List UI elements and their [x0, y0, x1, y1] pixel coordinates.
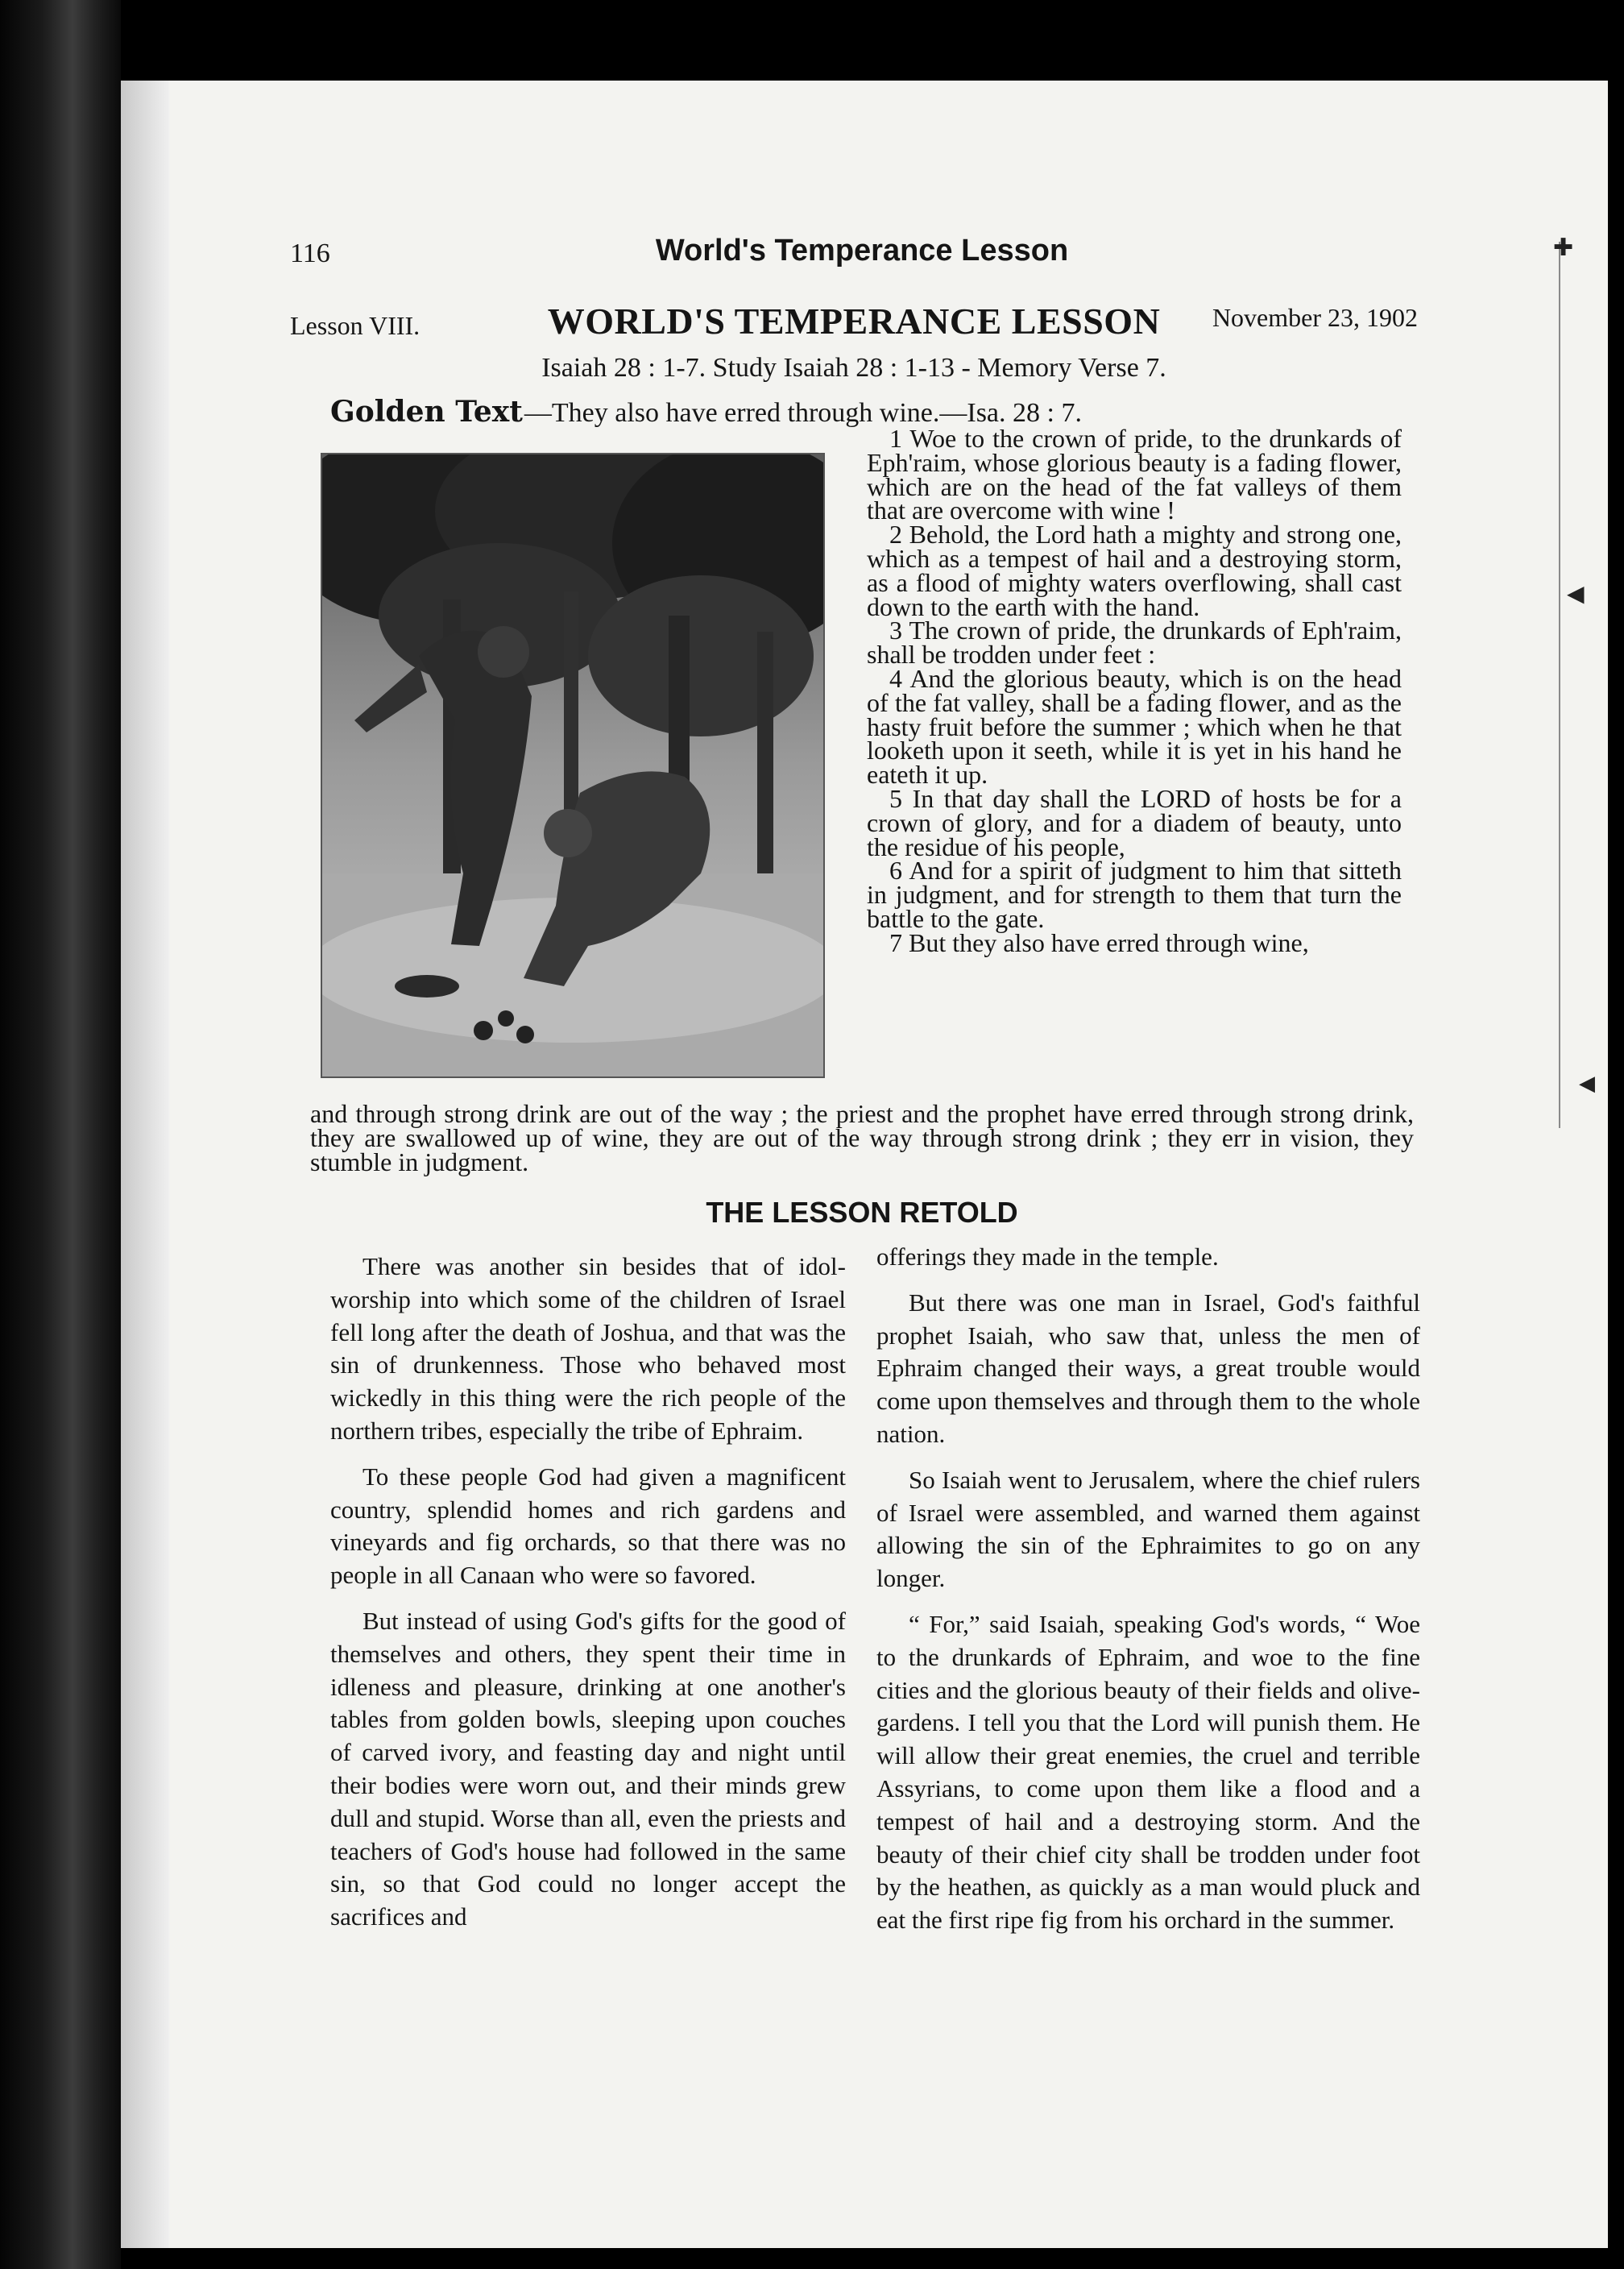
- lesson-date: November 23, 1902: [1212, 303, 1418, 332]
- lesson-illustration: [321, 453, 825, 1078]
- lesson-header: [290, 300, 1418, 348]
- retold-paragraph: But instead of using God's gifts for the good of themselves and others, they spent their time in idleness and pleasure, drinking at one another's tables from golden bowls, sleeping upon couches of carved ivory, and feasting day and night until their bodies were worn out, and their minds grew dull and stupid. Worse than all, even the priests and teachers of God's house had followed in the same sin, so that God could no longer accept the sacrifices and: [330, 1606, 846, 1931]
- golden-text-body: —They also have erred through wine.—Isa. 28 : 7.: [524, 398, 1082, 428]
- verse-4: 4 And the glorious beauty, which is on the head of the fat valley, shall be a fading flower, and as the hasty fruit before the summer ; which when he that looketh upon it seeth, while it is yet in his hand he eateth it up.: [867, 663, 1402, 790]
- section-title: THE LESSON RETOLD: [706, 1196, 1018, 1229]
- margin-tab-mark-top: ✚: [1553, 234, 1574, 262]
- verse-2: 2 Behold, the Lord hath a mighty and strong one, which as a tempest of hail and a destroying storm, as a flood of mighty waters overflowing, shall cast down to the earth with the hand.: [867, 520, 1402, 621]
- lesson-title: WORLD'S TEMPERANCE LESSON: [547, 301, 1161, 342]
- margin-tab-mark-lower: ◀: [1579, 1072, 1595, 1096]
- verse-3: 3 The crown of pride, the drunkards of Eph'raim, shall be trodden under feet :: [867, 616, 1402, 670]
- engraving-icon: [322, 454, 823, 1076]
- running-head: [290, 234, 1434, 274]
- retold-paragraph: offerings they made in the temple.: [876, 1242, 1219, 1271]
- verse-6: 6 And for a spirit of judgment to him that sitteth in judgment, and for strength to them that turn the battle to the gate.: [867, 856, 1402, 933]
- margin-tab-mark-middle: ◀: [1567, 580, 1585, 607]
- retold-paragraph: But there was one man in Israel, God's faithful prophet Isaiah, who saw that, unless the men of Ephraim changed their ways, a great trouble would come upon themselves and through them to the whole nation.: [876, 1288, 1420, 1448]
- verse-1: 1 Woe to the crown of pride, to the drunkards of Eph'raim, whose glorious beauty is a fading flower, which are on the head of the fat valleys of them that are overcome with wine !: [867, 424, 1402, 525]
- verse-5: 5 In that day shall the LORD of hosts be for a crown of glory, and for a diadem of beauty, unto the residue of his people,: [867, 783, 1402, 861]
- scripture-reference: Isaiah 28 : 1-7. Study Isaiah 28 : 1-13 - Memory Verse 7.: [541, 353, 1166, 383]
- retold-paragraph: “ For,” said Isaiah, speaking God's words, “ Woe to the drunkards of Ephraim, and woe to the fine cities and the glorious beauty of their fields and olive-gardens. I tell you that the Lord will punish them. He will allow their great enemies, the cruel and terrible Assyrians, to come upon them like a flood and a tempest of hail and a destroying storm. And the beauty of their chief city shall be trodden under foot by the heathen, as quickly as a man would pluck and eat the first ripe fig from his orchard in the summer.: [876, 1609, 1420, 1935]
- retold-paragraph: To these people God had given a magnificent country, splendid homes and rich gardens and vineyards and fig orchards, so that there was no people in all Canaan who were so favored.: [330, 1462, 846, 1590]
- verse-7: 7 But they also have erred through wine,: [889, 927, 1309, 957]
- retold-column-left: [330, 1251, 846, 1947]
- scripture-verses-wide: [310, 1099, 1414, 1176]
- retold-paragraph: So Isaiah went to Jerusalem, where the chief rulers of Israel were assembled, and warned them against allowing the sin of the Ephraimites to go on any longer.: [876, 1465, 1420, 1593]
- page-number: 116: [290, 239, 330, 268]
- lesson-number: Lesson VIII.: [290, 311, 420, 340]
- retold-paragraph: There was another sin besides that of idol-worship into which some of the children of Israel fell long after the death of Joshua, and that was the sin of drunkenness. Those who behaved most wickedly in this thing were the rich people of the northern tribes, especially the tribe of Ephraim.: [330, 1252, 846, 1445]
- running-title: World's Temperance Lesson: [655, 234, 1069, 268]
- golden-text-label: Golden Text: [330, 395, 523, 429]
- retold-column-right: [876, 1241, 1420, 1950]
- verse-7-continued: and through strong drink are out of the way ; the priest and the prophet have erred through strong drink, they are swallowed up of wine, they are out of the way through strong drink ; they err in vision, they stumble in judgment.: [310, 1099, 1414, 1176]
- scripture-verses-side: [867, 424, 1402, 957]
